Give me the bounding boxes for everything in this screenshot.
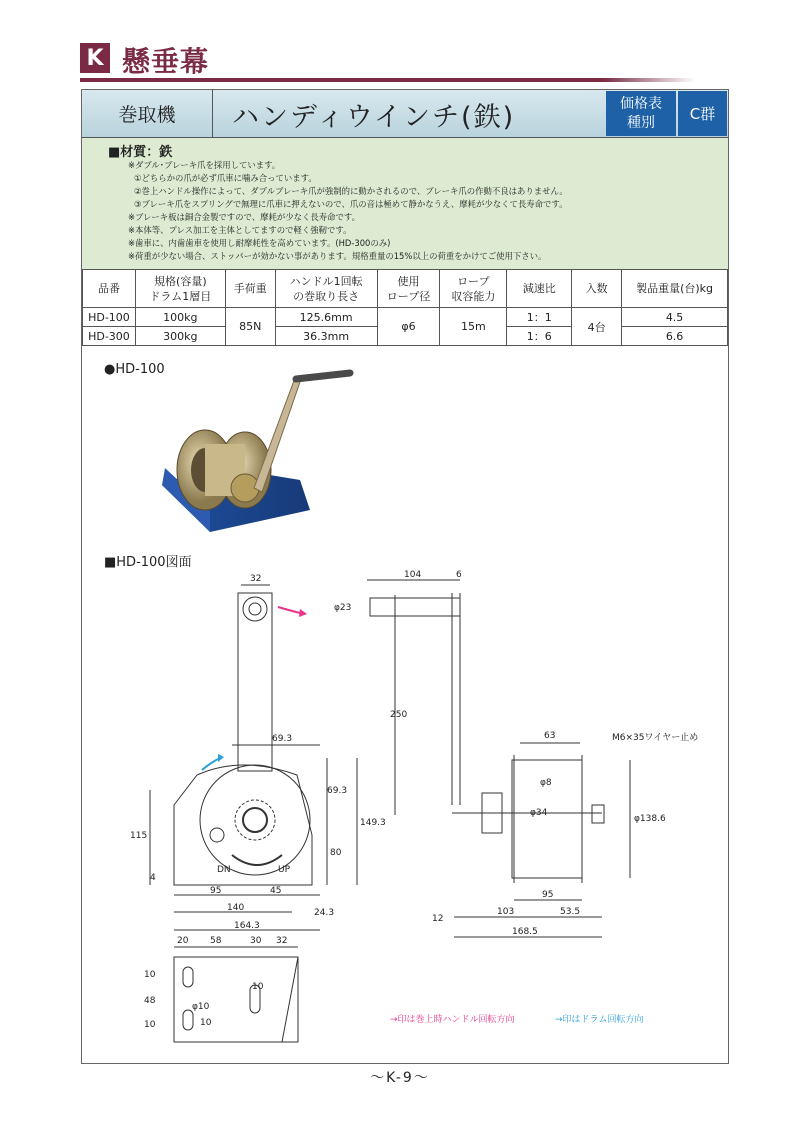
technical-drawing (82, 565, 728, 1060)
product-title: ハンディウインチ(鉄) (232, 102, 516, 133)
cell-qty: 4台 (572, 308, 622, 346)
dim-text: 149.3 (360, 818, 386, 828)
dim-text: 58 (210, 936, 222, 946)
cell-code: HD-100 (83, 308, 136, 327)
dim-text: 12 (432, 914, 444, 924)
th-ratio: 減速比 (507, 270, 572, 308)
price-label-line1: 価格表 (620, 95, 662, 112)
price-group: C群 (678, 91, 727, 136)
dim-text: 45 (270, 886, 282, 896)
section-underline (80, 78, 695, 82)
dim-text: 69.3 (327, 786, 348, 796)
dim-text: 4 (150, 873, 156, 883)
winch-handle (254, 378, 300, 492)
page-number: ～K-9～ (370, 1070, 430, 1086)
price-type-label (606, 91, 676, 136)
material-note: ③ブレーキ爪をスプリングで無理に爪車に押えないので、爪の音は極めて静かなうえ、摩耗が少なくて長寿命です。 (134, 199, 568, 209)
dim-text: 10 (144, 970, 156, 980)
dim-text: φ10 (192, 1002, 210, 1012)
material-note: ※荷重が少ない場合、ストッパーが効かない事があります。規格重量の15%以上の荷重をかけてご使用下さい。 (128, 251, 547, 261)
material-note: ※ブレーキ板は銅合金製ですので、摩耗が少なく長寿命です。 (128, 212, 360, 222)
dim-text: 95 (542, 890, 554, 900)
th-rope-cap: ロープ 収容能力 (440, 270, 507, 308)
dim-text: 10 (252, 982, 264, 992)
drawing-caption: ■HD-100図面 (104, 555, 192, 570)
dim-text: 250 (390, 710, 408, 720)
cell-rope-cap: 15m (440, 308, 507, 346)
winch-photo (150, 360, 360, 540)
material-title: ■材質：鉄 (108, 145, 173, 160)
dim-text: 63 (544, 731, 556, 741)
dim-text: 20 (177, 936, 189, 946)
dim-text: 115 (130, 831, 148, 841)
dim-text: 32 (276, 936, 288, 946)
dim-text: φ34 (530, 808, 548, 818)
dim-text: DN (217, 865, 231, 875)
cell-weight: 4.5 (622, 308, 728, 327)
handle-knob (243, 597, 267, 621)
th-weight: 製品重量(台)kg (622, 270, 728, 308)
dim-text: 10 (144, 1020, 156, 1030)
handle-arm (238, 593, 272, 771)
dim-text: 168.5 (512, 927, 538, 937)
cell-code: HD-300 (83, 327, 136, 346)
cell-hand-load: 85N (225, 308, 275, 346)
material-note: ①どちらかの爪が必ず爪車に噛み合っています。 (134, 173, 317, 183)
dim-text: 80 (330, 848, 342, 858)
th-wind-length: ハンドル1回転 の巻取り長さ (275, 270, 377, 308)
dim-text: 103 (497, 907, 515, 917)
dim-text: M6×35ワイヤー止め (612, 733, 699, 743)
th-qty: 入数 (572, 270, 622, 308)
dim-text: 53.5 (560, 907, 581, 917)
th-code: 品番 (83, 270, 136, 308)
table-row (83, 308, 728, 327)
dim-text: 6 (456, 570, 462, 580)
material-note: ※歯車に、内歯歯車を使用し耐摩耗性を高めています。(HD-300のみ) (128, 238, 391, 248)
handle-direction-arrow (278, 607, 300, 613)
dim-text: 30 (250, 936, 262, 946)
th-hand-load: 手荷重 (225, 270, 275, 308)
spec-table (82, 269, 728, 346)
photo-caption: ●HD-100 (104, 362, 165, 377)
front-drum-circle (200, 765, 310, 875)
dim-text: 104 (404, 570, 422, 580)
dim-text: φ138.6 (634, 814, 666, 824)
material-note: ※本体等、プレス加工を主体としてますので軽く強靭です。 (128, 225, 352, 235)
dim-text: φ8 (540, 778, 552, 788)
category-label: 巻取機 (82, 90, 213, 137)
dim-text: 24.3 (314, 908, 335, 918)
dim-text: φ23 (334, 603, 352, 613)
dim-text: UP (278, 865, 291, 875)
cell-ratio: 1：1 (507, 308, 572, 327)
th-capacity: 規格(容量) ドラム1層目 (135, 270, 225, 308)
th-rope-dia: 使用 ロープ径 (377, 270, 440, 308)
cell-length: 36.3mm (275, 327, 377, 346)
handle-grip (296, 373, 350, 379)
cell-capacity: 300kg (135, 327, 225, 346)
dim-text: 32 (250, 574, 262, 584)
legend-drum: →印はドラム回転方向 (555, 1015, 644, 1025)
section-badge: K (80, 43, 110, 73)
cell-rope-dia: φ6 (377, 308, 440, 346)
cell-capacity: 100kg (135, 308, 225, 327)
dim-text: 95 (210, 886, 222, 896)
material-note: ※ダブル･ブレーキ爪を採用しています。 (128, 160, 281, 170)
price-label-line2: 種別 (627, 114, 655, 131)
side-handle-grip (370, 598, 460, 616)
cell-length: 125.6mm (275, 308, 377, 327)
legend-handle: →印は巻上時ハンドル回転方向 (390, 1015, 515, 1025)
section-title: 懸垂幕 (122, 45, 210, 78)
cell-ratio: 1：6 (507, 327, 572, 346)
material-note: ②巻上ハンドル操作によって、ダブルブレーキ爪が強制的に動かされるので、ブレーキ爪の作動不良はありません。 (134, 186, 568, 196)
dim-text: 140 (227, 903, 245, 913)
dim-text: 69.3 (272, 734, 293, 744)
cell-weight: 6.6 (622, 327, 728, 346)
table-header-row (83, 270, 728, 308)
dim-text: 10 (200, 1018, 212, 1028)
dim-text: 164.3 (234, 921, 260, 931)
dim-text: 48 (144, 996, 156, 1006)
